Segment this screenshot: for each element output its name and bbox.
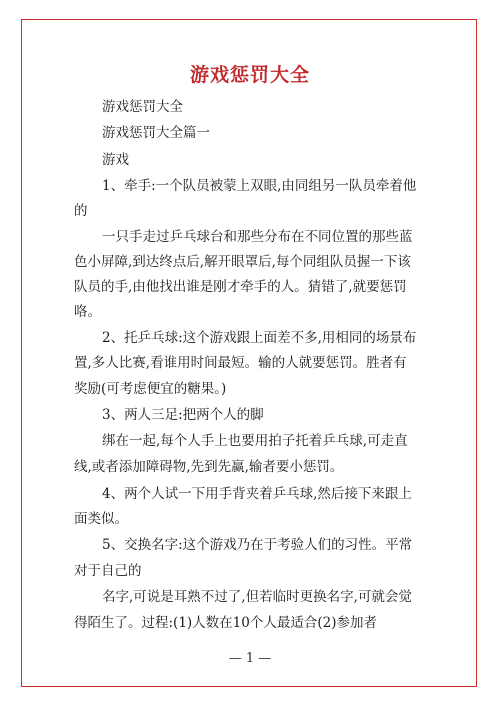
- page-border: [21, 19, 477, 687]
- body-line-3: 游戏: [102, 152, 129, 168]
- body-line-8: 队员的手,由他找出谁是刚才牵手的人。猜错了,就要惩罚: [74, 279, 407, 295]
- body-line-5: 的: [74, 203, 88, 219]
- body-line-16: 4、两个人试一下用手背夹着乒乓球,然后接下来跟上: [102, 486, 412, 502]
- body-line-14: 绑在一起,每个人手上也要用拍子托着乒乓球,可走直: [102, 433, 408, 449]
- body-line-7: 色小屏障,到达终点后,解开眼罩后,每个同组队员握一下该: [74, 254, 411, 270]
- body-line-20: 名字,可说是耳熟不过了,但若临时更换名字,可就会觉: [102, 589, 412, 605]
- body-line-15: 线,或者添加障碍物,先到先赢,输者要小惩罚。: [74, 459, 344, 475]
- body-line-9: 咯。: [74, 304, 101, 320]
- body-line-10: 2、托乒乓球:这个游戏跟上面差不多,用相同的场景布: [102, 330, 417, 346]
- body-line-2: 游戏惩罚大全篇一: [102, 125, 210, 141]
- body-line-6: 一只手走过乒乓球台和那些分布在不同位置的那些蓝: [102, 229, 413, 245]
- body-line-18: 5、交换名字:这个游戏乃在于考验人们的习性。平常: [102, 537, 413, 553]
- body-line-17: 面类似。: [74, 511, 128, 527]
- body-line-13: 3、两人三足:把两个人的脚: [102, 407, 264, 423]
- body-line-12: 奖励(可考虑便宜的糖果。): [74, 381, 227, 397]
- body-line-4: 1、牵手:一个队员被蒙上双眼,由同组另一队员牵着他: [102, 178, 417, 194]
- body-line-19: 对于自己的: [74, 563, 142, 579]
- body-line-1: 游戏惩罚大全: [102, 99, 183, 115]
- body-line-21: 得陌生了。过程:(1)人数在10个人最适合(2)参加者: [74, 615, 377, 631]
- document-title: 游戏惩罚大全: [189, 64, 310, 86]
- body-line-11: 置,多人比赛,看谁用时间最短。输的人就要惩罚。胜者有: [74, 355, 407, 371]
- page-number: — 1 —: [228, 651, 272, 666]
